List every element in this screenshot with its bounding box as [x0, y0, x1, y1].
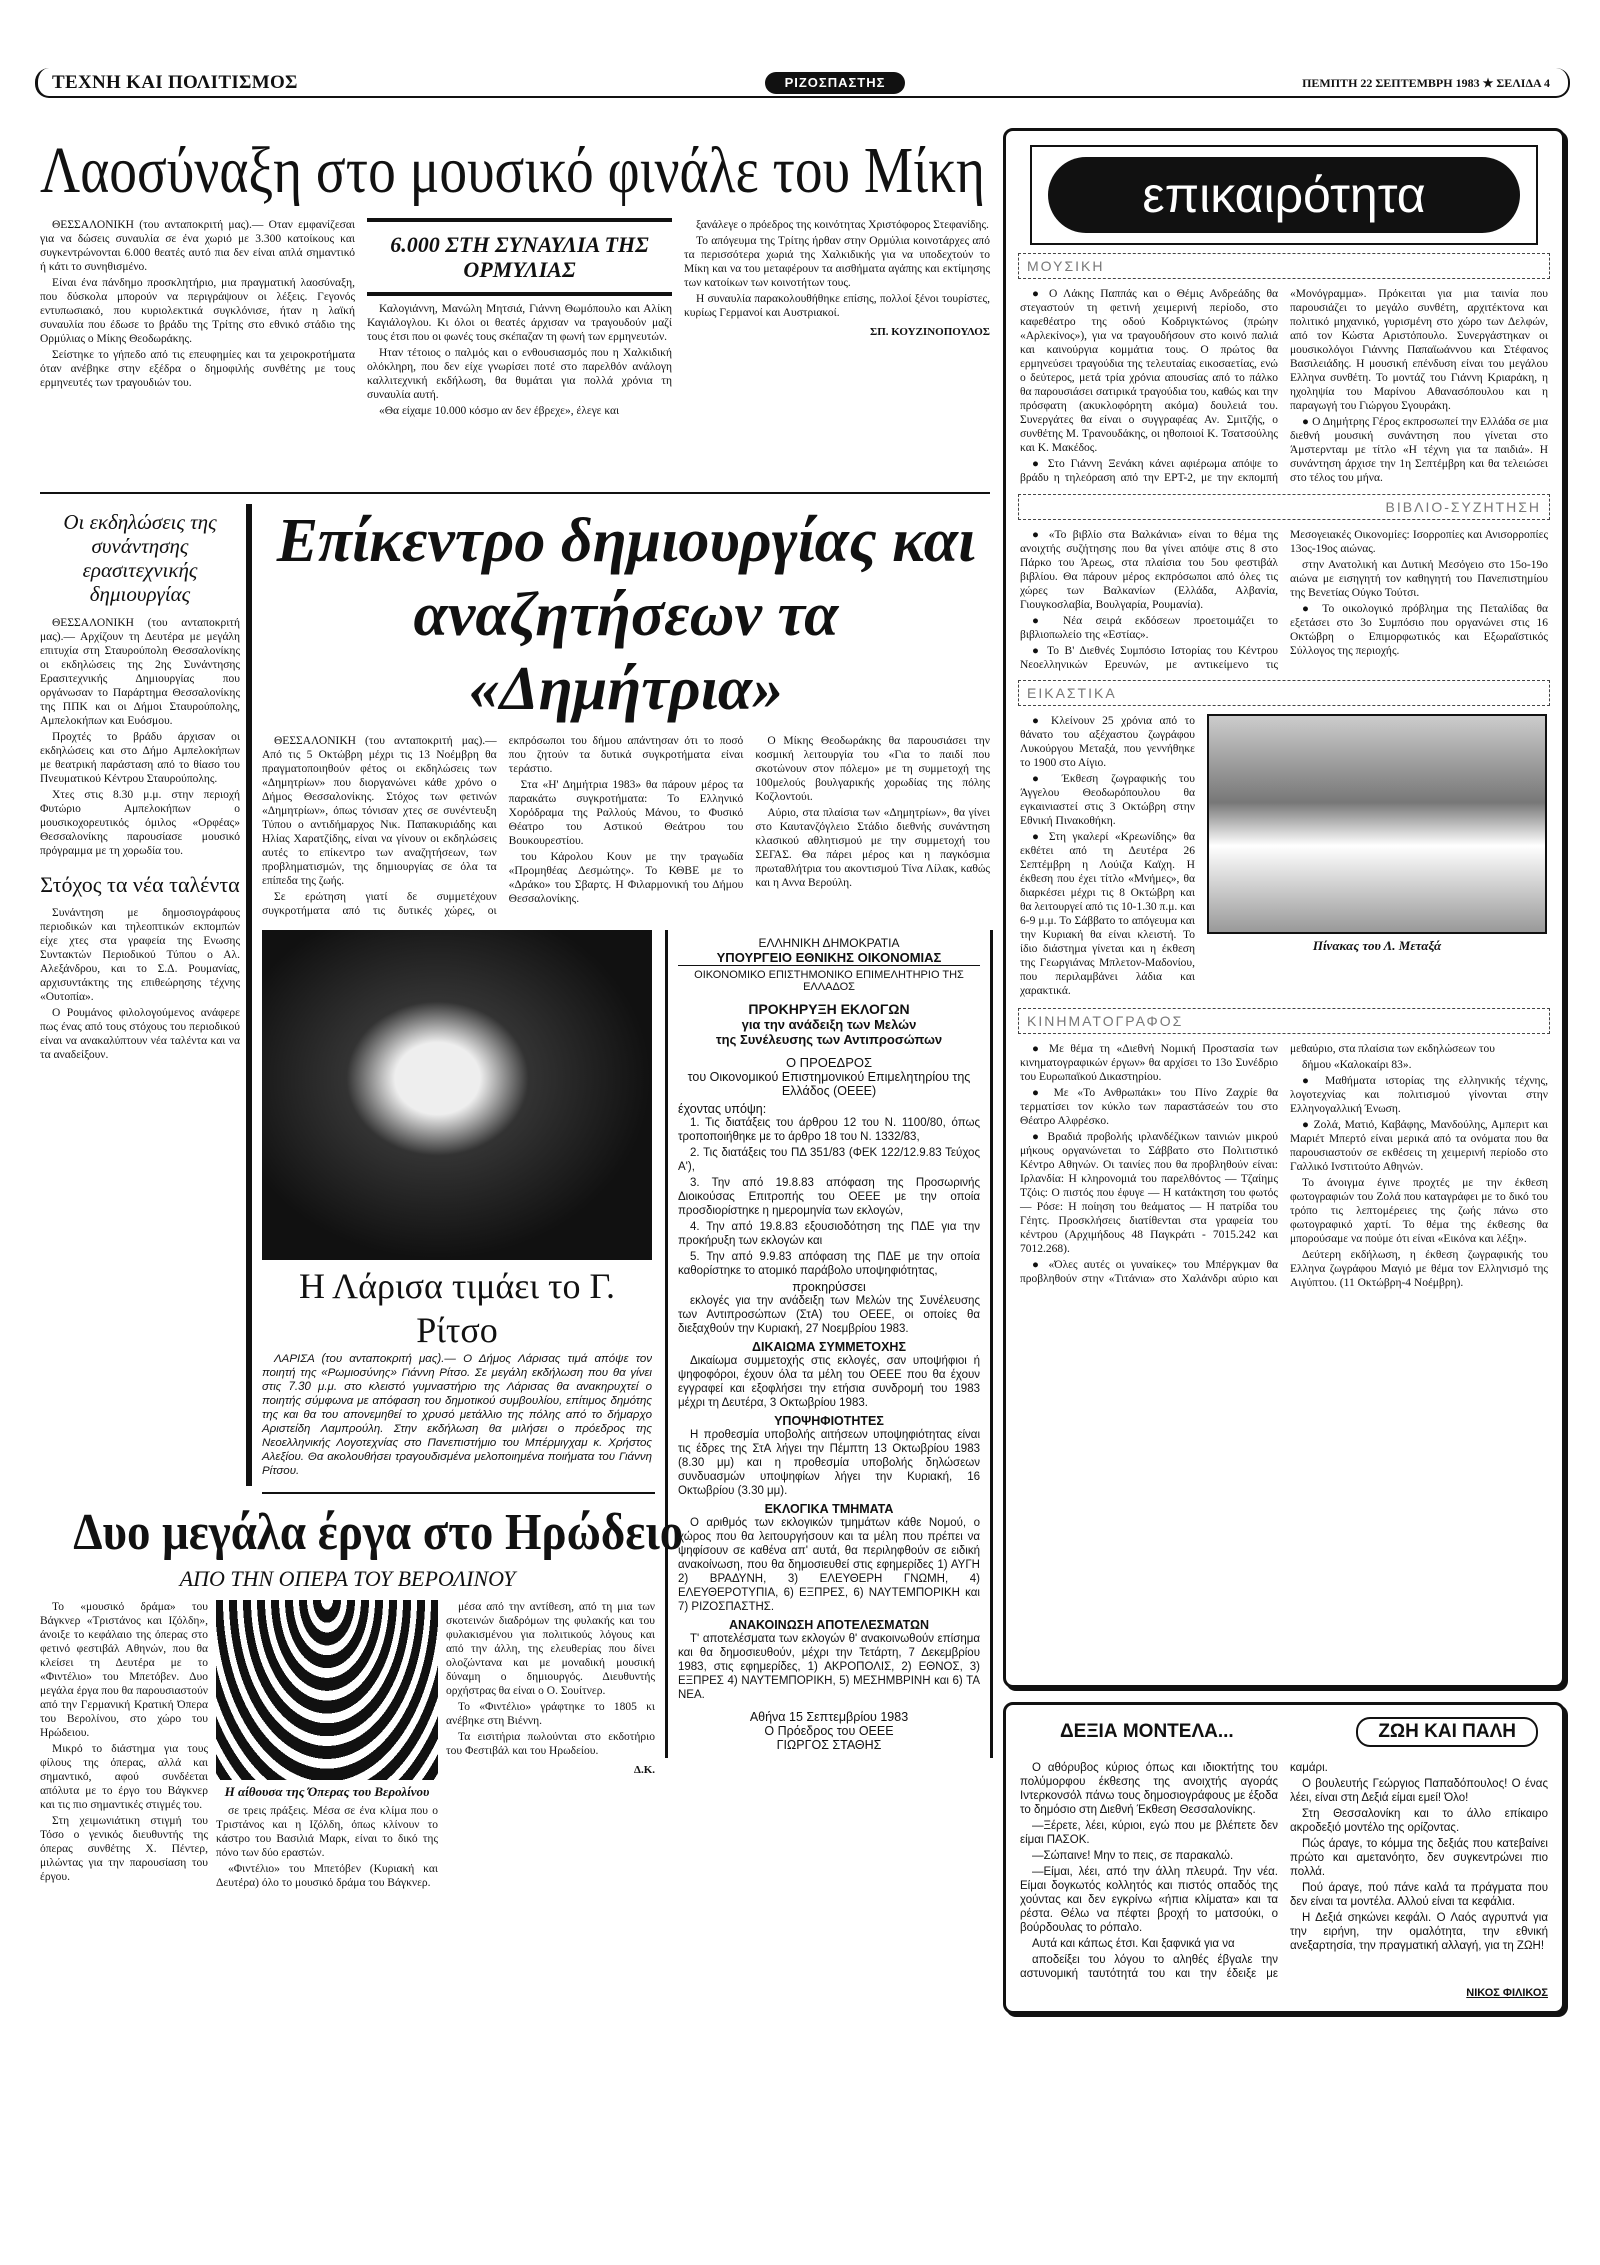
- column-title: ΔΕΞΙΑ ΜΟΝΤΕΛΑ...: [1060, 1721, 1234, 1742]
- notice-signer-title: Ο Πρόεδρος του ΟΕΕΕ: [764, 1724, 894, 1738]
- notice-heading: ΥΠΟΨΗΦΙΟΤΗΤΕΣ: [774, 1414, 884, 1428]
- music-news: [1006, 287, 1562, 486]
- notice-proclaims: προκηρύσσει: [792, 1280, 866, 1294]
- paragraph: Συνάντηση με δημοσιογράφους περιοδικών και τηλεοπτικών εκπομπών είχε χτες στα γραφεία της Ενωσης Συντακτών Περιοδικού Τύπου ο Αλ. Αλεξάνδρου, και το Σ.Δ. Ρουμανίας, αρχισυντάκτης της επιθεώρησης τέχνης «Ουτοπία».: [40, 907, 240, 1003]
- paragraph: μέσα από την αντίθεση, από τη μια των σκοτεινών διαδρόμων της φυλακής και του φυλακισμένου για πολιτικούς λόγους και από την άλλη, της ελευθερίας που δίνει ολοζώντανα και με μοναδική μουσική δύναμη ο δημιουργός. Διευθυντής ορχήστρας θα είναι ο Ο. Σουίτνερ.: [446, 1601, 655, 1697]
- paragraph: ● Νέα σειρά εκδόσεων προετοιμάζει το βιβλιοπωλείο της «Εστίας».: [1020, 615, 1278, 641]
- paragraph: ● Το Β' Διεθνές Συμπόσιο Ιστορίας του Κέντρου Νεοελληνικών Ερευνών, με αντικείμενο τις Μεσογειακές Οικονομίες: Ισορροπίες και Ανισορροπίες 13ος-19ος αιώνας.: [1020, 529, 1548, 671]
- main-headline: Λαοσύναξη στο μουσικό φινάλε του Μίκη: [40, 134, 985, 207]
- paragraph: δήμου «Καλοκαίρι 83».: [1302, 1059, 1412, 1071]
- sidebar-text-2: [40, 906, 240, 1062]
- paragraph: Το «Φιντέλιο» γράφτηκε το 1805 κι ανέβηκε στη Βιέννη.: [446, 1701, 655, 1727]
- paragraph: «Θα είχαμε 10.000 κόσμο αν δεν έβρεχε», έλεγε και: [379, 405, 620, 417]
- column-label: ΖΩΗ ΚΑΙ ΠΑΛΗ: [1356, 1717, 1538, 1747]
- herodeio-columns: [40, 1600, 655, 1892]
- newspaper-logo: ΡΙΖΟΣΠΑΣΤΗΣ: [765, 72, 905, 94]
- larisa-headline: Η Λάρισα τιμάει το Γ. Ρίτσο: [299, 1266, 615, 1350]
- larisa-article: [262, 930, 652, 1480]
- paragraph: Στη χειμωνιάτικη στιγμή του Τόσο ο γενικός διευθυντής της όπερας συνθέτης Χ. Πέντερ, μιλώντας για την παρουσίαση του έργου.: [40, 1815, 208, 1883]
- paragraph: Πού άραγε, πού πάνε καλά τα πράγματα που δεν είναι τα μοντέλα. Αλλού είναι τα κεφάλια.: [1290, 1882, 1548, 1908]
- paragraph: Δεύτερη εκδήλωση, η έκθεση ζωγραφικής του Ελληνα ζωγράφου Μαγιό με θέμα τον Ελληνισμό της Αιγύπτου. (11 Οκτώβρη-4 Νοέμβρη).: [1290, 1249, 1548, 1289]
- paragraph: ● «Το βιβλίο στα Βαλκάνια» είναι το θέμα της ανοιχτής συζήτησης που θα γίνει απόψε στις 8 στο Πάρκο του Άρεως, στα πλαίσια του 5ου φεστιβάλ βιβλίου. Θα πάρουν μέρος εκπρόσωποι από όλες τις χώρες των Βαλκανίων (Ελλάδα, Αλβανία, Γιουγκοσλαβία, Βουλγαρία, Ρουμανία).: [1020, 529, 1278, 611]
- sidebar-article: [40, 504, 240, 1064]
- column-rule: [246, 504, 252, 1486]
- paragraph: του Κάρολου Κουν με την τραγωδία «Προμηθέας Δεσμώτης». Το ΚΘΒΕ με το «Δράκο» του Σβαρτς. Η Φιλαρμονική του Δήμου Θεσσαλονίκης.: [508, 851, 744, 905]
- paragraph: ΛΑΡΙΣΑ (του ανταποκριτή μας).— Ο Δήμος Λάρισας τιμά απόψε τον ποιητή της «Ρωμιοσύνης» Γιάννη Ρίτσο. Σε μεγάλη εκδήλωση που θα γίνει στις 7.30 μ.μ. στο κλειστό γυμναστήριο της Λάρισας θα ανακηρυχτεί ο ποιητής σύμφωνα με απόφαση του δημοτικού συμβουλίου, επίτιμος δημότης της και θα του απονεμηθεί το χρυσό μετάλλιο της πόλης από το δήμαρχο Αριστείδη Λαμπρούλη. Στην εκδήλωση θα μιλήσει ο πρόεδρος της Νεοελληνικής Λογοτεχνίας στο Πανεπιστήμιο του Μπέρμιγχαμ κ. Χρήστος Αλεξίου. Θα ακολουθήσει τραγουδισμένα μελοποιημένα ποιήματα του Γιάννη Ρίτσου.: [262, 1353, 652, 1477]
- paragraph: —Σώπαινε! Μην το πεις, σε παρακαλώ.: [1032, 1850, 1234, 1862]
- paragraph: ● Ο Λάκης Παππάς και ο Θέμις Ανδρεάδης θα στεγαστούν τη φετινή χειμερινή περίοδο, στο καφεθέατρο της οδού Κοδριγκτώνος (πρώην «Αρλεκίνος»), για να τραγουδήσουν στο κοινό παλιά και καινούργια κομμάτια τους. Ο πρώτος θα ερμηνεύσει τραγούδια της τελευταίας εικοσαετίας, ενώ ο δεύτερος, μετά τρία χρόνια απουσίας από το πάλκο θα παρουσιάσει σατιρικά τραγούδια του, καθώς και την πρόσφατη (ακυκλοφόρητη ακόμα) δουλειά του. Συνεργάτες θα είναι ο συγγραφέας Αν. Σμιτζής, ο συνθέτης Μ. Τρανουδάκης, οι ηθοποιοί Κ. Τσατσούλης και Κ. Μακέδος.: [1020, 288, 1278, 454]
- paragraph: Ο Μίκης Θεοδωράκης θα παρουσιάσει την κοσμική λειτουργία του «Για το παιδί που σκοτώνουν στον πόλεμο» με τη συμμετοχή της 100μελούς βουλγαρικής χορωδίας της πόλης Κοζλοντούι.: [755, 735, 990, 803]
- paragraph: Το απόγευμα της Τρίτης ήρθαν στην Ορμύλια κοινοτάρχες από τα περισσότερα χωριά της Χαλκιδικής για να υποδεχτούν το Μίκη και να του μεταφέρουν τα αισθήματα αγάπης και εκτίμησης των κατοίκων των κοινοτήτων τους.: [684, 235, 990, 289]
- main-article-col3: [684, 218, 990, 338]
- sidebar-headline: Οι εκδηλώσεις της συνάντησης ερασιτεχνικής δημιουργίας: [63, 510, 217, 606]
- notice-heading: ΕΚΛΟΓΙΚΑ ΤΜΗΜΑΤΑ: [764, 1502, 894, 1516]
- main-article-col1: [40, 218, 355, 392]
- paragraph: Ο Ρουμάνος φιλολογούμενος ανάφερε πως ένας από τους στόχους του περιοδικού είναι να ανακαλύπτουν νέα ταλέντα και να τα αναδείξουν.: [40, 1007, 240, 1061]
- paragraph: ● Στη γκαλερί «Κρεωνίδης» θα εκθέτει από τη Δευτέρα 26 Σεπτέμβρη η Λούιζα Καϊχη. Η έκθεση που έχει τίτλο «Μνήμες», θα διαρκέσει μέχρι τις 8 Οκτώβρη και θα λειτουργεί από τις 10-1.30 π.μ. και 6-9 μ.μ. Το Σάββατο το απόγευμα και την Κυριακή θα είναι κλειστή. Το ίδιο διάστημα γίνεται και η έκθεση της Γεωργιάνας Μπλετον-Μαδονίου, που περιλαμβάνει λάδια και χαρακτικά.: [1020, 831, 1195, 997]
- herodeio-headline-wrap: [40, 1502, 684, 1564]
- notice-title: ΠΡΟΚΗΡΥΞΗ ΕΚΛΟΓΩΝ: [748, 1001, 910, 1017]
- paragraph: 3. Την από 19.8.83 απόφαση της Προσωρινής Διοικούσας Επιτροπής του ΟΕΕΕ με την οποία προσδιορίστηκε η ημερομηνία των εκλογών,: [678, 1177, 980, 1217]
- paragraph: Ο αθόρυβος κύριος όπως και ιδιοκτήτης του πολύμορφου έκθεσης της ανοιχτής αγοράς Ιντερκονσόλ πάνω τους δημοσιογράφους με έξοδα το δημόσιο στη Διεθνή Έκθεση Θεσσαλονίκης.: [1020, 1762, 1278, 1816]
- section-label-arts: ΕΙΚΑΣΤΙΚΑ: [1018, 680, 1550, 706]
- paragraph: Η προθεσμία υποβολής αιτήσεων υποψηφιότητας είναι τις έδρες της ΣτΑ λήγει την Πέμπτη 13 Οκτωβρίου 1983 (8.30 μμ) και η προθεσμία υποβολής δηλώσεων συνδυασμών υποψηφίων λήγει την Κυριακή, 16 Οκτωβρίου (3.30 μμ).: [678, 1429, 980, 1497]
- divider: [262, 1492, 655, 1494]
- paragraph: Χτες στις 8.30 μ.μ. στην περιοχή Φυτώριο Αμπελοκήπων ο μουσικοχορευτικός όμιλος «Ορφέας» Θεσσαλονίκης παρουσίασε μουσικό πρόγραμμα με τη χορωδία του.: [40, 789, 240, 857]
- notice-chamber: ΟΙΚΟΝΟΜΙΚΟ ΕΠΙΣΤΗΜΟΝΙΚΟ ΕΠΙΜΕΛΗΤΗΡΙΟ ΤΗΣ ΕΛΛΑΔΟΣ: [694, 969, 964, 993]
- banner-frame: [1030, 145, 1538, 245]
- paragraph: σε τρεις πράξεις. Μέσα σε ένα κλίμα που ο Τριστάνος και η Ιζόλδη, όπως κλίνουν το κάστρο του Βασιλιά Μαρκ, είναι το δικό της πόνο των δύο εραστών.: [216, 1805, 438, 1859]
- epikairotita-banner: επικαιρότητα: [1048, 157, 1520, 233]
- paragraph: Ο βουλευτής Γεώργιος Παπαδόπουλος! Ο ένας λέει, είναι στη Δεξιά είμαι εμεί! Όλο!: [1290, 1778, 1548, 1804]
- main-article-columns: [40, 218, 990, 420]
- notice-heading: ΑΝΑΚΟΙΝΩΣΗ ΑΠΟΤΕΛΕΣΜΑΤΩΝ: [728, 1618, 930, 1632]
- dimitria-headline: Επίκεντρο δημιουργίας και αναζητήσεων τα «Δημήτρια»: [276, 507, 976, 723]
- notice-subtitle-2: της Συνέλευσης των Αντιπροσώπων: [715, 1032, 943, 1047]
- epikairotita-panel: [1003, 128, 1565, 1688]
- paragraph: ● Με «Το Ανθρωπάκι» του Πίνο Ζαχρίε θα τερματίσει τον κύκλο των παραστάσεών του στο Θέατρο Αλφρέσκο.: [1020, 1087, 1278, 1127]
- arts-block: [1006, 714, 1562, 1000]
- herodeio-col2: [216, 1804, 438, 1890]
- painting-caption: Πίνακας του Λ. Μεταξά: [1312, 938, 1442, 953]
- paragraph: —Είμαι, λέει, από την άλλη πλευρά. Την νέα. Είμαι δογκωτός κολλητός και πιστός οπαδός της χούντας και δεν εγκρίνω «ήπια κλίματα» και τα ρέστα. Θέλω να πέφτει βροχή το ματσούκι, ο βούρδουλας το ρόπαλο.: [1020, 1866, 1278, 1934]
- notice-considering: έχοντας υπόψη:: [678, 1102, 767, 1116]
- herodeio-col3: [446, 1600, 655, 1776]
- herodeio-subtitle: ΑΠΟ ΤΗΝ ΟΠΕΡΑ ΤΟΥ ΒΕΡΟΛΙΝΟΥ: [179, 1566, 516, 1591]
- books-news: [1006, 528, 1562, 672]
- signature: Δ.Κ.: [634, 1764, 655, 1776]
- paragraph: Το άνοιγμα έγινε προχτές με την έκθεση φωτογραφιών του Ζολά που καταγράφει με το δικό του τρόπο τις λεπτομέρειες της ζωής πάνω στο φωτογραφικό χαρτί. Το θέμα της έκθεσης θα μπορούσαμε να πούμε ότι είναι «Εικόνα και λέξη».: [1290, 1177, 1548, 1245]
- col3-text: [684, 218, 990, 320]
- paragraph: αποδείξει του λόγου το αληθές έβγαλε την αστυνομική ταυτότητά του και την έδειξε με καμάρι.: [1020, 1762, 1328, 1980]
- paragraph: Στη Θεσσαλονίκη και το άλλο επίκαιρο ακροδεξιό μοντέλο της ορίζοντας.: [1290, 1808, 1548, 1834]
- col3-text: [446, 1600, 655, 1758]
- opera-photo-caption: Η αίθουσα της Όπερας του Βερολίνου: [224, 1784, 430, 1799]
- section-label-cinema: ΚΙΝΗΜΑΤΟΓΡΑΦΟΣ: [1018, 1008, 1550, 1034]
- paragraph: ● Ο Δημήτρης Γέρος εκπροσωπεί την Ελλάδα σε μια διεθνή μουσική συνάντηση που γίνεται στο Άμστερνταμ με τίτλο «Η τέχνη για τα παιδιά». Η συνάντηση άρχισε την 1η Σεπτέμβρη και θα τελειώσει στο τέλος του μήνα.: [1290, 416, 1548, 484]
- herodeio-middle: [216, 1600, 438, 1892]
- paragraph: ΘΕΣΣΑΛΟΝΙΚΗ (του ανταποκριτή μας).— Από τις 5 Οκτώβρη μέχρι τις 13 Νοέμβρη θα πραγματοποιηθούν φέτος οι εκδηλώσεις των «Δημητρίων» που διοργανώνει κάθε χρόνο ο Δήμος Θεσσαλονίκης. Στόχος των φετινών «Δημητρίων», όπως τόνισαν χτες σε συνέντευξη Τύπου ο αντιδήμαρχος Νικ. Παπακυριάδης και Ηλίας Χαρατζίδης, είναι να γίνουν οι εκδηλώσεις αυτές το επίκεντρο των αναζητήσεων, των προβληματισμών, της δημιουργίας σε όλα τα επίπεδα της ζωής.: [262, 735, 497, 887]
- byline: ΣΠ. ΚΟΥΖΙΝΟΠΟΥΛΟΣ: [870, 326, 990, 338]
- cinema-news: [1006, 1042, 1562, 1290]
- notice-items: [678, 1116, 980, 1278]
- paragraph: ● Έκθεση ζωγραφικής του Άγγελου Θεοδωρόπουλου θα εγκαινιαστεί στις 3 Οκτώβρη στην Εθνική Πινακοθήκη.: [1020, 773, 1195, 827]
- section-title: ΤΕΧΝΗ ΚΑΙ ΠΟΛΙΤΙΣΜΟΣ: [52, 72, 298, 93]
- notice-place-date: Αθήνα 15 Σεπτεμβρίου 1983: [749, 1710, 909, 1724]
- divider: [40, 492, 990, 494]
- paragraph: Μικρό το διάστημα για τους φίλους της όπερας, αλλά και σημαντικό, αφού συνδέεται απόλυτα με το έργο του Βάγκνερ και τις πιο σημαντικές στιγμές του.: [40, 1743, 208, 1811]
- notice-signer: ΓΙΩΡΓΟΣ ΣΤΑΘΗΣ: [776, 1738, 882, 1752]
- arts-news: [1020, 714, 1195, 1000]
- paragraph: Ο αριθμός των εκλογικών τμημάτων κάθε Νομού, ο χώρος που θα λειτουργήσουν και τα μέλη που πρέπει να ψηφίσουν σε καθένα απ' αυτά, θα περιληφθούν σε ειδική ανακοίνωση, που θα δημοσιευθεί στις εφημερίδες 1) ΑΥΓΗ 2) ΒΡΑΔΥΝΗ, 3) ΕΛΕΥΘΕΡΗ ΓΝΩΜΗ, 4) ΕΛΕΥΘΕΡΟΤΥΠΙΑ, 6) ΕΞΠΡΕΣ, 6) ΝΑΥΤΕΜΠΟΡΙΚΗ και 7) ΡΙΖΟΣΠΑΣΤΗΣ.: [678, 1517, 980, 1613]
- notice-heading: ΔΙΚΑΙΩΜΑ ΣΥΜΜΕΤΟΧΗΣ: [752, 1340, 906, 1354]
- paragraph: ΘΕΣΣΑΛΟΝΙΚΗ (του ανταποκριτή μας).— Αρχίζουν τη Δευτέρα με μεγάλη επιτυχία στη Σταυρούπολη Θεσσαλονίκης οι εκδηλώσεις της 2ης Συνάντησης Ερασιτεχνικής Δημιουργίας που οργάνωσαν το Παράρτημα Θεσσαλονίκης της ΠΠΚ και οι Δήμοι Σταυρούπολης, Αμπελοκήπων και Ευόσμου.: [40, 617, 240, 727]
- column-signature: ΝΙΚΟΣ ΦΙΛΙΚΟΣ: [1466, 1987, 1548, 1999]
- paragraph: ● Μαθήματα ιστορίας της ελληνικής τέχνης, λογοτεχνίας και πολιτισμού γίνονται στην Ελληνογαλλική Ένωση.: [1290, 1075, 1548, 1115]
- notice-republic: ΕΛΛΗΝΙΚΗ ΔΗΜΟΚΡΑΤΙΑ: [758, 936, 900, 950]
- paragraph: ξανάλεγε ο πρόεδρος της κοινότητας Χριστόφορος Στεφανίδης.: [696, 219, 989, 231]
- column-text: [1020, 1761, 1548, 1981]
- dimitria-body: [262, 734, 990, 918]
- paragraph: Το «μουσικό δράμα» του Βάγκνερ «Τριστάνος και Ιζόλδη», άνοιξε το κεφάλαιο της όπερας στο φετινό φεστιβάλ Αθηνών, που θα κλείσει τη Δευτέρα με το «Φιντέλιο» του Μπετόβεν. Δυο μεγάλα έργα που θα παρουσιαστούν από την Γερμανική Κρατική Όπερα του Βερολίνου, στο χώρο του Ηρώδειου.: [40, 1601, 208, 1739]
- paragraph: ● Στο Γιάννη Ξενάκη κάνει αφιέρωμα απόψε το βράδυ η τηλεόραση από την ΕΡΤ-2, με την εκπομπή «Μονόγραμμα». Πρόκειται για μια ταινία που παρουσιάζει το μεγάλο συνθέτη, αρχιτέκτονα και πολιτικό μηχανικό, γυρισμένη στο χώρο των Δελφών, από τον Κώστα Αριστόπουλο. Συνεργάστηκαν οι μουσικολόγοι Γιάννης Παπαϊωάννου και Στέφανος Βασιλειάδης. Η μουσική επένδυση είναι του μεγάλου Ελληνα συνθέτη. Το μοντάζ του Γιάννη Κριαράκη, η ηχοληψία του Μαρίνου Αθανασόπουλου και η παραγωγή του Γιώργου Σγουράκη.: [1020, 288, 1548, 484]
- herodeio-headline: Δυο μεγάλα έργα στο Ηρώδειο: [73, 1504, 684, 1561]
- paragraph: ● Το οικολογικό πρόβλημα της Πεταλίδας θα εξετάσει στο 3ο Συμπόσιο που οργανώνει στις 16 Οκτώβρη ο Επιμορφωτικός και Εξωραϊστικός Σύλλογος της περιοχής.: [1290, 603, 1548, 657]
- column-box: [1003, 1702, 1565, 2014]
- sidebar-headline-2: Στόχος τα νέα ταλέντα: [40, 872, 240, 897]
- main-article-col2: [367, 218, 672, 420]
- painting-block: [1207, 714, 1547, 958]
- herodeio-article: [40, 1492, 684, 1892]
- paragraph: ● Με θέμα τη «Διεθνή Νομική Προστασία των κινηματογραφικών έργων» θα αρχίσει το 13ο Συνέδριο του Ευρωπαϊκού Δικαστηρίου.: [1020, 1043, 1278, 1083]
- paragraph: Προχτές το βράδυ άρχισαν οι εκδηλώσεις και στο Δήμο Αμπελοκήπων με θεατρική παράσταση από το θίασο του Πνευματικού Κέντρου Σταυρούπολης.: [40, 731, 240, 785]
- sidebar-text: [40, 616, 240, 858]
- paragraph: —Ξέρετε, λέει, κύριοι, εγώ που με βλέπετε δεν είμαι ΠΑΣΟΚ.: [1020, 1820, 1278, 1846]
- opera-photo: [216, 1600, 438, 1780]
- paragraph: Καλογιάννη, Μανώλη Μητσιά, Γιάννη Θωμόπουλο και Αλίκη Καγιάλογλου. Κι όλοι οι θεατές άρχισαν να τραγουδούν μαζί τους έτσι που οι φωνές τους σκέπαζαν τη φωνή των ερμηνευτών.: [367, 303, 672, 343]
- paragraph: Ηταν τέτοιος ο παλμός και ο ενθουσιασμός που η Χαλκιδική ολόκληρη, που δεν είχε γνωρίσει ποτέ στο παρελθόν ανάλογη καλλιτεχνική εκδήλωση, θα θυμάται για πολλά χρόνια τη συναυλία αυτή.: [367, 347, 672, 401]
- box-headline: 6.000 ΣΤΗ ΣΥΝΑΥΛΙΑ ΤΗΣ ΟΡΜΥΛΙΑΣ: [390, 232, 649, 282]
- herodeio-col1: [40, 1600, 208, 1886]
- paragraph: Είναι ένα πάνδημο προσκλητήριο, μια πραγματική λαοσύναξη, που δύσκολα μπορούν να περιγράψουν οι λέξεις. Γεγονός εντυπωσιακό, που κυριολεκτικά συγκλόνισε, ήταν η λαϊκή συναυλία που έδωσε το βράδυ της Τρίτης στο εθνικό στάδιο της Ορμύλιας ο Μίκης Θεοδωράκης.: [40, 277, 355, 345]
- notice-ministry: ΥΠΟΥΡΓΕΙΟ ΕΘΝΙΚΗΣ ΟΙΚΟΝΟΜΙΑΣ: [678, 950, 980, 966]
- section-label-books: ΒΙΒΛΙΟ-ΣΥΖΗΤΗΣΗ: [1018, 494, 1550, 520]
- paragraph: 2. Τις διατάξεις του ΠΔ 351/83 (ΦΕΚ 122/12.9.83 Τεύχος Α'),: [678, 1147, 980, 1173]
- main-headline-wrap: [40, 132, 990, 210]
- paragraph: Σείστηκε το γήπεδο από τις επευφημίες και τα χειροκροτήματα όταν ανέβηκε στην εξέδρα ο δημοφιλής συνθέτης με τους ερμηνευτές των τραγουδιών του.: [40, 349, 355, 389]
- paragraph: Τα εισιτήρια πωλούνται στο εκδοτήριο του Φεστιβάλ και του Ηρωδείου.: [446, 1731, 655, 1757]
- paragraph: 4. Την από 19.8.83 εξουσιοδότηση της ΠΔΕ για την προκήρυξη των εκλογών και: [678, 1221, 980, 1247]
- col2-text: [367, 302, 672, 418]
- issue-date: ΠΕΜΠΤΗ 22 ΣΕΠΤΕΜΒΡΗ 1983 ★ ΣΕΛΙΔΑ 4: [1302, 76, 1550, 90]
- paragraph: «Φιντέλιο» του Μπετόβεν (Κυριακή και Δευτέρα) όλο το μουσικό δράμα του Βάγκνερ.: [216, 1863, 438, 1889]
- paragraph: Δικαίωμα συμμετοχής στις εκλογές, σαν υποψήφιοι ή ψηφοφόροι, έχουν όλα τα μέλη του ΟΕΕΕ που θα έχουν εγγραφεί και εξοφλήσει την ετήσια συνδρομή του 1983 μέχρι τη Δευτέρα, 3 Οκτωβρίου 1983.: [678, 1355, 980, 1409]
- metaxas-painting: [1207, 714, 1547, 934]
- paragraph: 5. Την από 9.9.83 απόφαση της ΠΔΕ με την οποία καθορίστηκε το ατομικό παράβολο υποψηφιότητας,: [678, 1251, 980, 1277]
- paragraph: Στα «Η' Δημήτρια 1983» θα πάρουν μέρος τα παρακάτω συγκροτήματα: Το Ελληνικό Χορόδραμα της Ραλλούς Μάνου, το Φυσικό Θέατρο του Αστικού Θεάτρου του Βουκουρεστίου.: [508, 779, 744, 847]
- paragraph: ● Κλείνουν 25 χρόνια από το θάνατο του αξέχαστου ζωγράφου Λυκούργου Μεταξά, που γεννήθηκε το 1900 στο Αίγιο.: [1020, 715, 1195, 769]
- paragraph: Αυτά και κάπως έτσι. Και ξαφνικά για να: [1032, 1938, 1235, 1950]
- notice-subtitle-1: για την ανάδειξη των Μελών: [741, 1017, 917, 1032]
- larisa-text: [262, 1352, 652, 1478]
- paragraph: στην Ανατολική και Δυτική Μεσόγειο στο 15ο-19ο αιώνα με εισηγητή τον καθηγητή του Πανεπιστημίου της Βενετίας Ούγκο Τούτσι.: [1290, 559, 1548, 599]
- paragraph: Αύριο, στα πλαίσια των «Δημητρίων», θα γίνει στο Καυτανζόγλειο Στάδιο διεθνής συνάντηση κλασικού αθλητισμού με την συμμετοχή του ΣΕΓΑΣ. Θα πάρει μέρος και η παγκόσμια πρωταθλήτρια του ακοντισμού Τίνα Λίλακ, καθώς και η Αννα Βερούλη.: [755, 807, 990, 889]
- section-label-music: ΜΟΥΣΙΚΗ: [1018, 253, 1550, 279]
- paragraph: ● Βραδιά προβολής ιρλανδέζικων ταινιών μικρού μήκους οργανώνεται το Σάββατο στο Πολιτιστικό Κέντρο Αθηνών. Οι ταινίες που θα προβληθούν είναι: Ιρλανδία: Η κληρονομιά του παρελθόντος — Τζαίημς Τζόις: Ο πιστός που έφυγε — Η κατάκτηση του φωτός — Ρόσε: Η ποίηση του θεάματος — Η πατρίδα του Γέητς. Προσκλήσεις διατίθενται στα γραφεία του κέντρου (Αρχιμήδους 48 Παγκράτι - 7015.242 και 7012.268).: [1020, 1131, 1278, 1255]
- paragraph: ● «Όλες αυτές οι γυναίκες» του Μπέργκμαν θα προβληθούν στην «Τιτάνια» στο Χαλάνδρι αύριο και μεθαύριο, στα πλαίσια των εκδηλώσεων του: [1020, 1043, 1495, 1285]
- paragraph: Η Δεξιά σηκώνει κεφάλι. Ο Λαός αγρυπνά για την ειρήνη, την ομαλότητα, την εθνική ανεξαρτησία, την πραγματική αλλαγή, για τη ΖΩΗ!: [1290, 1912, 1548, 1952]
- election-notice: [665, 930, 993, 1758]
- notice-president-of: του Οικονομικού Επιστημονικού Επιμελητηρίου της Ελλάδος (ΟΕΕΕ): [687, 1070, 971, 1098]
- paragraph: εκλογές για την ανάδειξη των Μελών της Συνέλευσης των Αντιπροσώπων (ΣτΑ) του ΟΕΕΕ, οι οποίες θα διεξαχθούν την Κυριακή, 27 Νοεμβρίου 1983.: [678, 1295, 980, 1335]
- paragraph: ΘΕΣΣΑΛΟΝΙΚΗ (του ανταποκριτή μας).— Οταν εμφανίζεσαι για να δώσεις συναυλία σε ένα χωριό με 3.300 κατοίκους και συγκεντρώνονται 6.000 θεατές αυτό πια δεν είναι απλά σημαντικό ή κάτι το συνηθισμένο.: [40, 219, 355, 273]
- ritsos-photo: [262, 930, 652, 1260]
- paragraph: Η συναυλία παρακολουθήθηκε επίσης, πολλοί ξένοι τουρίστες, κυρίως Γερμανοί και Αυστριακοί.: [684, 293, 990, 319]
- paragraph: Σε ερώτηση γιατί δε συμμετέχουν συγκροτήματα από τις δυτικές χώρες, οι εκπρόσωποι του δήμου απάντησαν ότι το ποσό που ζητούν τα δυτικά συγκροτήματα είναι τεράστιο.: [262, 735, 744, 917]
- paragraph: Τ' αποτελέσματα των εκλογών θ' ανακοινωθούν επίσημα και θα δημοσιευθούν, μέχρι την Τετάρτη, 7 Δεκεμβρίου 1983, στις εφημερίδες, 1) ΑΚΡΟΠΟΛΙΣ, 2) ΕΘΝΟΣ, 3) ΕΞΠΡΕΣ 4) ΝΑΥΤΕΜΠΟΡΙΚΗ, 5) ΜΕΣΗΜΒΡΙΝΗ και 6) ΤΑ ΝΕΑ.: [678, 1633, 980, 1701]
- paragraph: 1. Τις διατάξεις του άρθρου 12 του Ν. 1100/80, όπως τροποποιήθηκε με το άρθρο 18 του Ν. 1332/83,: [678, 1117, 980, 1143]
- notice-president: Ο ΠΡΟΕΔΡΟΣ: [785, 1055, 873, 1070]
- paragraph: Πώς άραγε, το κόμμα της δεξιάς που κατεβαίνει πρώτο και αμετανόητο, δεν συγκεντρώνει πιο πολλά.: [1290, 1838, 1548, 1878]
- paragraph: ● Ζολά, Ματιό, Καβάφης, Μανδούλης, Αμπεριτ και Μαριέτ Μπερτό είναι μερικά από τα ονόματα που θα παρουσιαστούν σε εκθέσεις τη χειμερινή περίοδο στο Γαλλικό Ινστιτούτο Αθηνών.: [1290, 1119, 1548, 1173]
